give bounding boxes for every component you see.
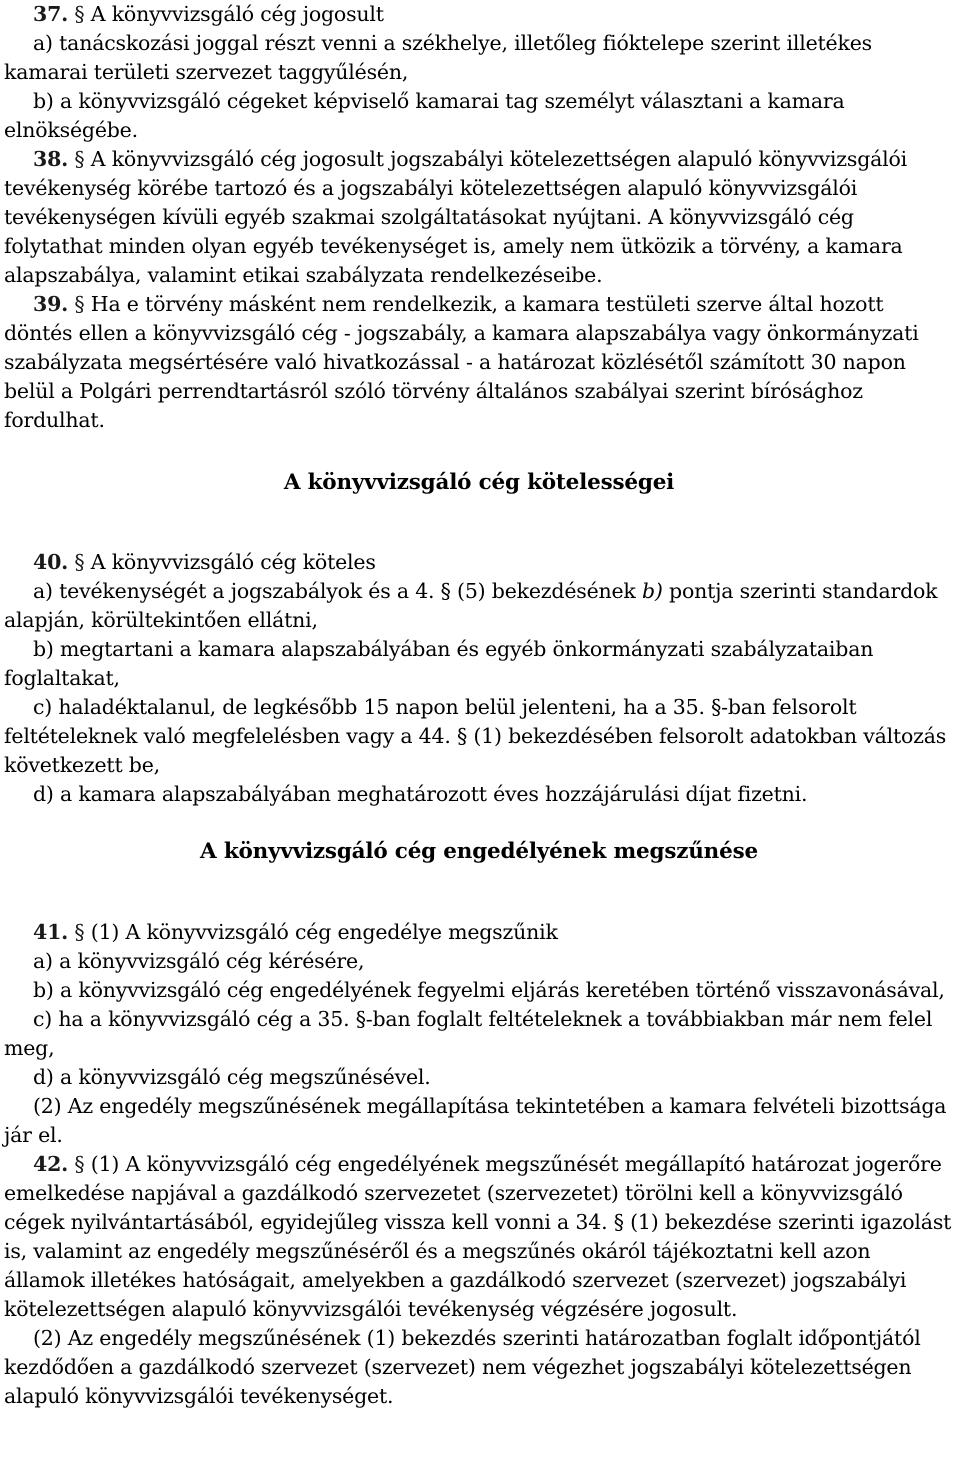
- section-41-point-a: a) a könyvvizsgáló cég kérésére,: [33, 949, 365, 973]
- section-sign: §: [74, 550, 85, 574]
- section-40-point-c: c) haladéktalanul, de legkésőbb 15 napon belül jelenteni, ha a 35. §-ban felsorolt feltételeknek való megfelelésben vagy a 44. § (1) bekezdésében felsorolt adatokban változás következett be,: [4, 695, 947, 777]
- section-number: 40.: [33, 550, 69, 574]
- section-41-point-b: b) a könyvvizsgáló cég engedélyének fegyelmi eljárás keretében történő visszavonásával,: [33, 978, 945, 1002]
- section-sign: §: [74, 147, 85, 171]
- point-a-text: a) tevékenységét a jogszabályok és a 4. § (5) bekezdésének: [33, 579, 642, 603]
- section-41-paragraph-2: (2) Az engedély megszűnésének megállapítása tekintetében a kamara felvételi bizottsága jár el.: [4, 1094, 947, 1147]
- section-41-point-d: d) a könyvvizsgáló cég megszűnésével.: [33, 1065, 431, 1089]
- section-text: (1) A könyvvizsgáló cég engedélyének megszűnését megállapító határozat jogerőre emelkedése napjával a gazdálkodó szervezetet (szervezetet) törölni kell a könyvvizsgáló cégek nyilvántartásából, egyidejűleg vissza kell vonni a 34. § (1) bekezdése szerinti igazolást is, valamint az engedély megszűnéséről és a megszűnés okáról tájékoztatni kell azon államok illetékes hatóságait, amelyekben a gazdálkodó szervezet (szervezet) jogszabályi kötelezettségen alapuló könyvvizsgálói tevékenység végzésére jogosult.: [4, 1152, 952, 1321]
- section-text: A könyvvizsgáló cég jogosult: [84, 2, 384, 26]
- section-40-point-d: d) a kamara alapszabályában meghatározott éves hozzájárulási díjat fizetni.: [33, 782, 808, 806]
- section-number: 42.: [33, 1152, 69, 1176]
- section-40-point-a: [4, 577, 954, 635]
- section-sign: §: [74, 920, 85, 944]
- section-sign: §: [74, 1152, 85, 1176]
- section-text: Ha e törvény másként nem rendelkezik, a kamara testületi szerve által hozott döntés ellen a könyvvizsgáló cég - jogszabály, a kamara alapszabálya vagy önkormányzati szabályzata megsértésére való hivatkozással - a határozat közlésétől számított 30 napon belül a Polgári perrendtartásról szóló törvény általános szabályai szerint bírósághoz fordulhat.: [4, 292, 919, 432]
- section-40-point-b: b) megtartani a kamara alapszabályában és egyéb önkormányzati szabályzataiban foglaltakat,: [4, 637, 874, 690]
- section-number: 38.: [33, 147, 69, 171]
- section-text: A könyvvizsgáló cég köteles: [84, 550, 376, 574]
- chapter-heading-termination: A könyvvizsgáló cég engedélyének megszűnése: [200, 839, 758, 864]
- section-sign: §: [74, 292, 85, 316]
- section-text: (1) A könyvvizsgáló cég engedélye megszűnik: [84, 920, 558, 944]
- chapter-heading-obligations: A könyvvizsgáló cég kötelességei: [283, 470, 675, 495]
- section-number: 37.: [33, 2, 69, 26]
- section-number: 39.: [33, 292, 69, 316]
- section-38: [4, 145, 954, 290]
- section-42-paragraph-2: (2) Az engedély megszűnésének (1) bekezdés szerinti határozatban foglalt időpontjától kezdődően a gazdálkodó szervezet (szervezet) nem végezhet jogszabályi kötelezettségen alapuló könyvvizsgálói tevékenységet.: [4, 1326, 921, 1408]
- section-37-point-b: b) a könyvvizsgáló cégeket képviselő kamarai tag személyt választani a kamara elnökségébe.: [4, 89, 845, 142]
- point-a-emphasis: b): [641, 579, 663, 603]
- section-sign: §: [74, 2, 85, 26]
- section-text: A könyvvizsgáló cég jogosult jogszabályi kötelezettségen alapuló könyvvizsgálói tevékenység körébe tartozó és a jogszabályi kötelezettségen alapuló könyvvizsgálói tevékenységen kívüli egyéb szakmai szolgáltatásokat nyújtani. A könyvvizsgáló cég folytathat minden olyan egyéb tevékenységet is, amely nem ütközik a törvény, a kamara alapszabálya, valamint etikai szabályzata rendelkezéseibe.: [4, 147, 908, 287]
- section-37-title: [4, 0, 954, 29]
- section-number: 41.: [33, 920, 69, 944]
- section-41-point-c: c) ha a könyvvizsgáló cég a 35. §-ban foglalt feltételeknek a továbbiakban már nem felel meg,: [4, 1007, 933, 1060]
- section-40-title: [4, 548, 954, 577]
- section-42: [4, 1150, 954, 1324]
- point-a-text-end: pontja szerinti standardok alapján, körültekintően ellátni,: [4, 579, 938, 632]
- section-37-point-a: a) tanácskozási joggal részt venni a székhelye, illetőleg fióktelepe szerint illetékes kamarai területi szervezet taggyűlésén,: [4, 31, 872, 84]
- section-39: [4, 290, 954, 435]
- section-41-title: [4, 918, 954, 947]
